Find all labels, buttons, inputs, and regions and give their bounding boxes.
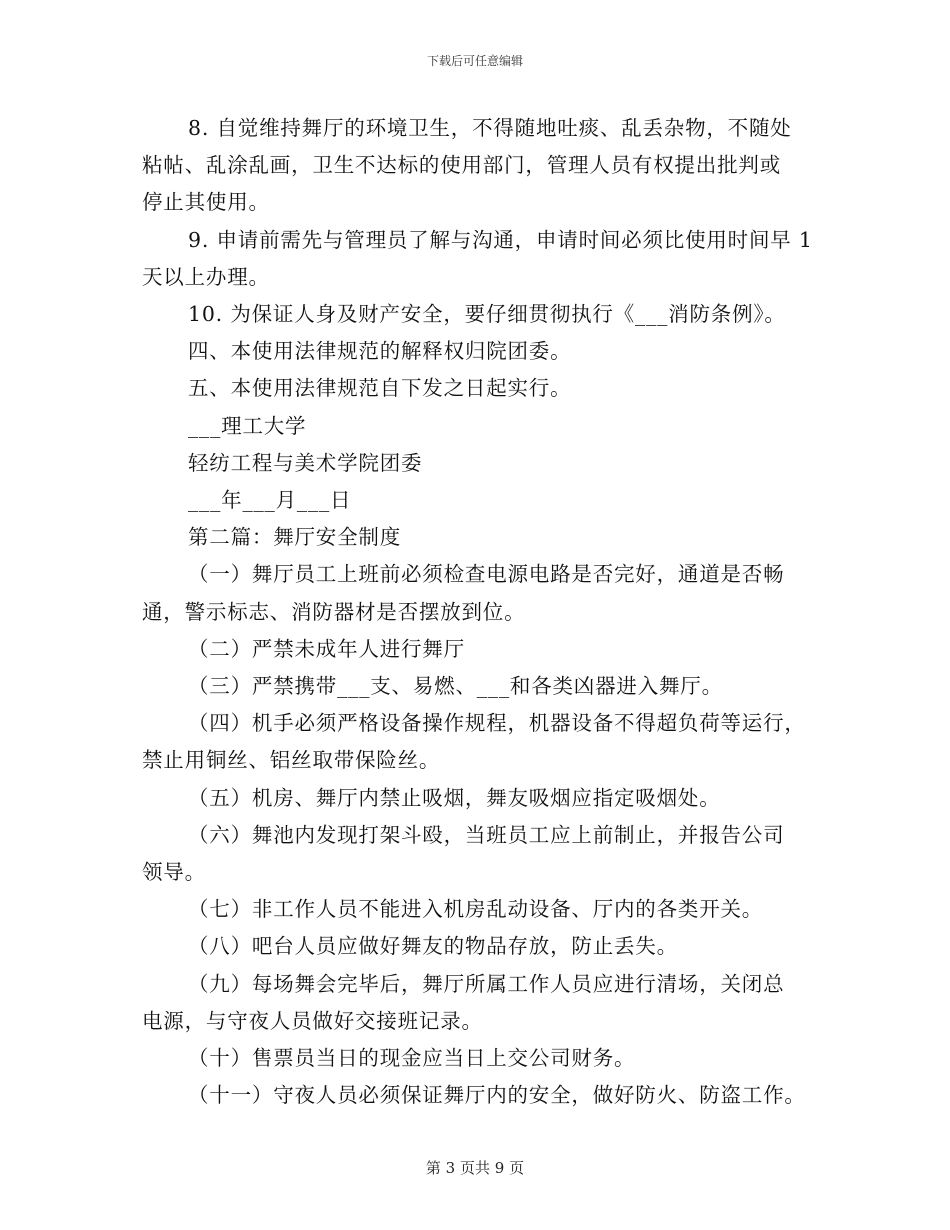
text-line: 电源，与守夜人员做好交接班记录。 (142, 1008, 483, 1033)
text-line: （一）舞厅员工上班前必须检查电源电路是否完好，通道是否畅 (188, 562, 785, 587)
text-line: 天以上办理。 (142, 264, 270, 289)
text-line: ___年___月___日 (188, 488, 352, 513)
text-line: （七）非工作人员不能进入机房乱动设备、厅内的各类开关。 (188, 897, 764, 922)
text-line: 领导。 (142, 860, 206, 885)
text-line: （四）机手必须严格设备操作规程，机器设备不得超负荷等运行， (188, 711, 806, 736)
text-line: 通，警示标志、消防器材是否摆放到位。 (142, 599, 526, 624)
text-line: 第二篇：舞厅安全制度 (188, 525, 401, 550)
text-line: 禁止用铜丝、铝丝取带保险丝。 (142, 748, 441, 773)
page-header: 下载后可任意编辑 (426, 54, 523, 68)
text-line: 9. 申请前需先与管理员了解与沟通，申请时间必须比使用时间早 1 (188, 227, 813, 252)
text-line: 粘帖、乱涂乱画，卫生不达标的使用部门，管理人员有权提出批判或 (142, 153, 781, 178)
text-line: （二）严禁未成年人进行舞厅 (188, 636, 465, 661)
text-line: 四、本使用法律规范的解释权归院团委。 (188, 339, 572, 364)
text-line: 轻纺工程与美术学院团委 (188, 450, 423, 475)
text-line: （八）吧台人员应做好舞友的物品存放，防止丢失。 (188, 934, 678, 959)
text-line: 10. 为保证人身及财产安全，要仔细贯彻执行《___消防条例》。 (188, 302, 786, 327)
text-line: （六）舞池内发现打架斗殴，当班员工应上前制止，并报告公司 (188, 822, 785, 847)
text-line: （三）严禁携带___支、易燃、___和各类凶器进入舞厅。 (188, 674, 723, 699)
text-line: （十）售票员当日的现金应当日上交公司财务。 (188, 1046, 636, 1071)
text-line: （九）每场舞会完毕后，舞厅所属工作人员应进行清场，关闭总 (188, 971, 785, 996)
text-line: （五）机房、舞厅内禁止吸烟，舞友吸烟应指定吸烟处。 (188, 785, 721, 810)
text-line: 停止其使用。 (142, 190, 270, 215)
text-line: ___理工大学 (188, 413, 307, 438)
page-footer: 第 3 页共 9 页 (425, 1159, 525, 1177)
text-line: 8. 自觉维持舞厅的环境卫生，不得随地吐痰、乱丢杂物，不随处 (188, 116, 792, 140)
text-line: 五、本使用法律规范自下发之日起实行。 (188, 376, 572, 401)
document-body (142, 110, 813, 1114)
text-line: （十一）守夜人员必须保证舞厅内的安全，做好防火、防盗工作。 (188, 1083, 806, 1108)
